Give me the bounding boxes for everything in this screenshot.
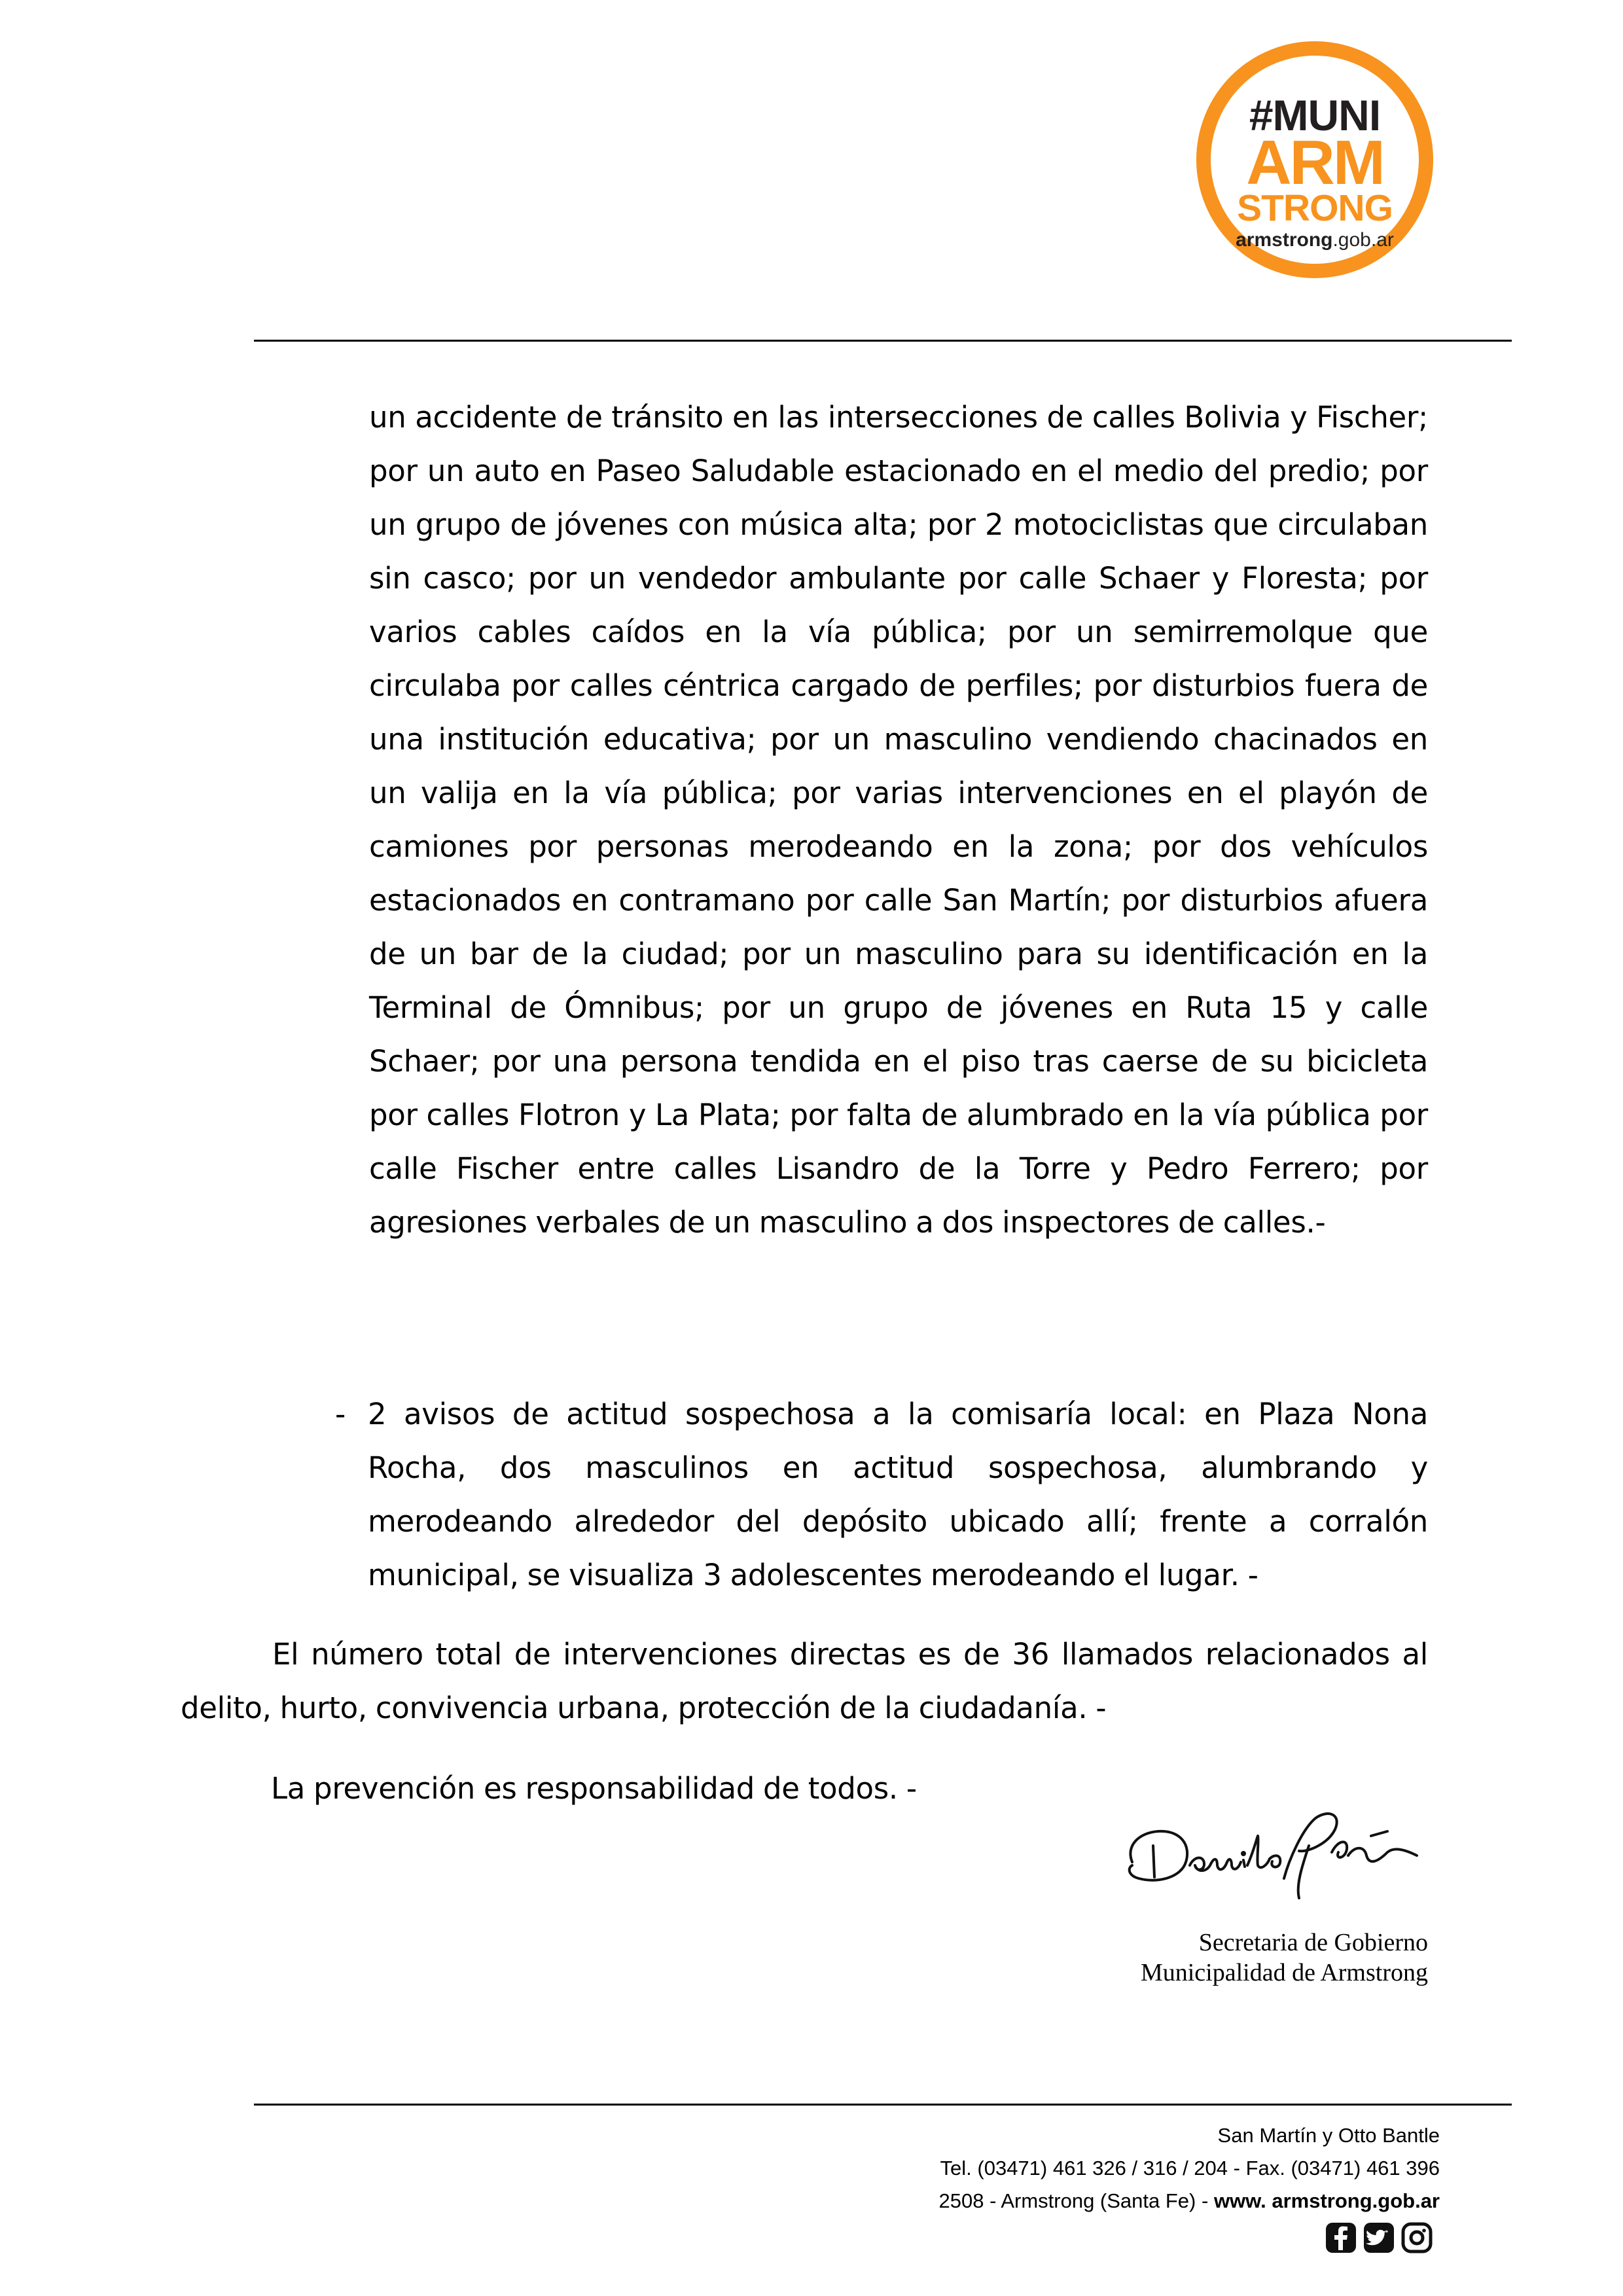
main-paragraph: un accidente de tránsito en las intersecciones de calles Bolivia y Fischer; por un auto en Paseo Saludable estacionado en el medio del predio; por un grupo de jóvenes con música alta; por 2 motociclistas que circulaban sin casco; por un vendedor ambulante por calle Schaer y Floresta; por varios cables caídos en la vía pública; por un semirremolque que circulaba por calles céntrica cargado de perfiles; por disturbios fuera de una institución educativa; por un masculino vendiendo chacinados en un valija en la vía pública; por varias intervenciones en el playón de camiones por personas merodeando en la zona; por dos vehículos estacionados en contramano por calle San Martín; por disturbios afuera de un bar de la ciudad; por un masculino para su identificación en la Terminal de Ómnibus; por un grupo de jóvenes en Ruta 15 y calle Schaer; por una persona tendida en el piso tras caerse de su bicicleta por calles Flotron y La Plata; por falta de alumbrado en la vía pública por calle Fischer entre calles Lisandro de la Torre y Pedro Ferrero; por agresiones verbales de un masculino a dos inspectores de calles.- (369, 400, 1428, 1240)
total-paragraph-text: El número total de intervenciones directas es de 36 llamados relacionados al delito, hurto, convivencia urbana, protección de la ciudadanía. - (181, 1637, 1428, 1725)
logo-domain-bold: armstrong (1236, 229, 1333, 251)
total-paragraph (181, 1628, 1428, 1735)
bullet-paragraph-text: 2 avisos de actitud sospechosa a la comisaría local: en Plaza Nona Rocha, dos masculinos en actitud sospechosa, alumbrando y merodeando alrededor del depósito ubicado allí; frente a corralón municipal, se visualiza 3 adolescentes merodeando el lugar. - (368, 1397, 1428, 1592)
municipality-logo (1196, 41, 1433, 278)
bullet-dash: - (335, 1397, 346, 1431)
twitter-icon[interactable] (1363, 2221, 1395, 2254)
signature-organization: Municipalidad de Armstrong (1140, 1959, 1428, 1986)
logo-hashtag-text: #MUNI (1249, 91, 1381, 139)
footer-website-link[interactable]: www. armstrong.gob.ar (1213, 2189, 1440, 2212)
instagram-icon[interactable] (1400, 2221, 1433, 2254)
footer-phones: Tel. (03471) 461 326 / 316 / 204 - Fax. (03471) 461 396 (940, 2157, 1440, 2179)
footer-address: San Martín y Otto Bantle (1217, 2124, 1440, 2147)
footer-city-text: 2508 - Armstrong (Santa Fe) - (938, 2189, 1214, 2212)
handwritten-signature (1113, 1800, 1433, 1905)
logo-strong-text: STRONG (1237, 187, 1393, 229)
prevention-paragraph: La prevención es responsabilidad de todos. - (271, 1771, 917, 1806)
footer-divider (254, 2104, 1512, 2106)
logo-domain-rest: .gob.ar (1332, 229, 1394, 251)
logo-domain-text (1211, 230, 1419, 251)
bullet-paragraph (368, 1388, 1428, 1602)
footer-city (654, 2185, 1440, 2217)
header-divider (254, 340, 1512, 342)
signature-title: Secretaria de Gobierno (1198, 1929, 1428, 1956)
logo-arm-text: ARM (1246, 128, 1383, 198)
facebook-icon[interactable] (1325, 2221, 1357, 2254)
